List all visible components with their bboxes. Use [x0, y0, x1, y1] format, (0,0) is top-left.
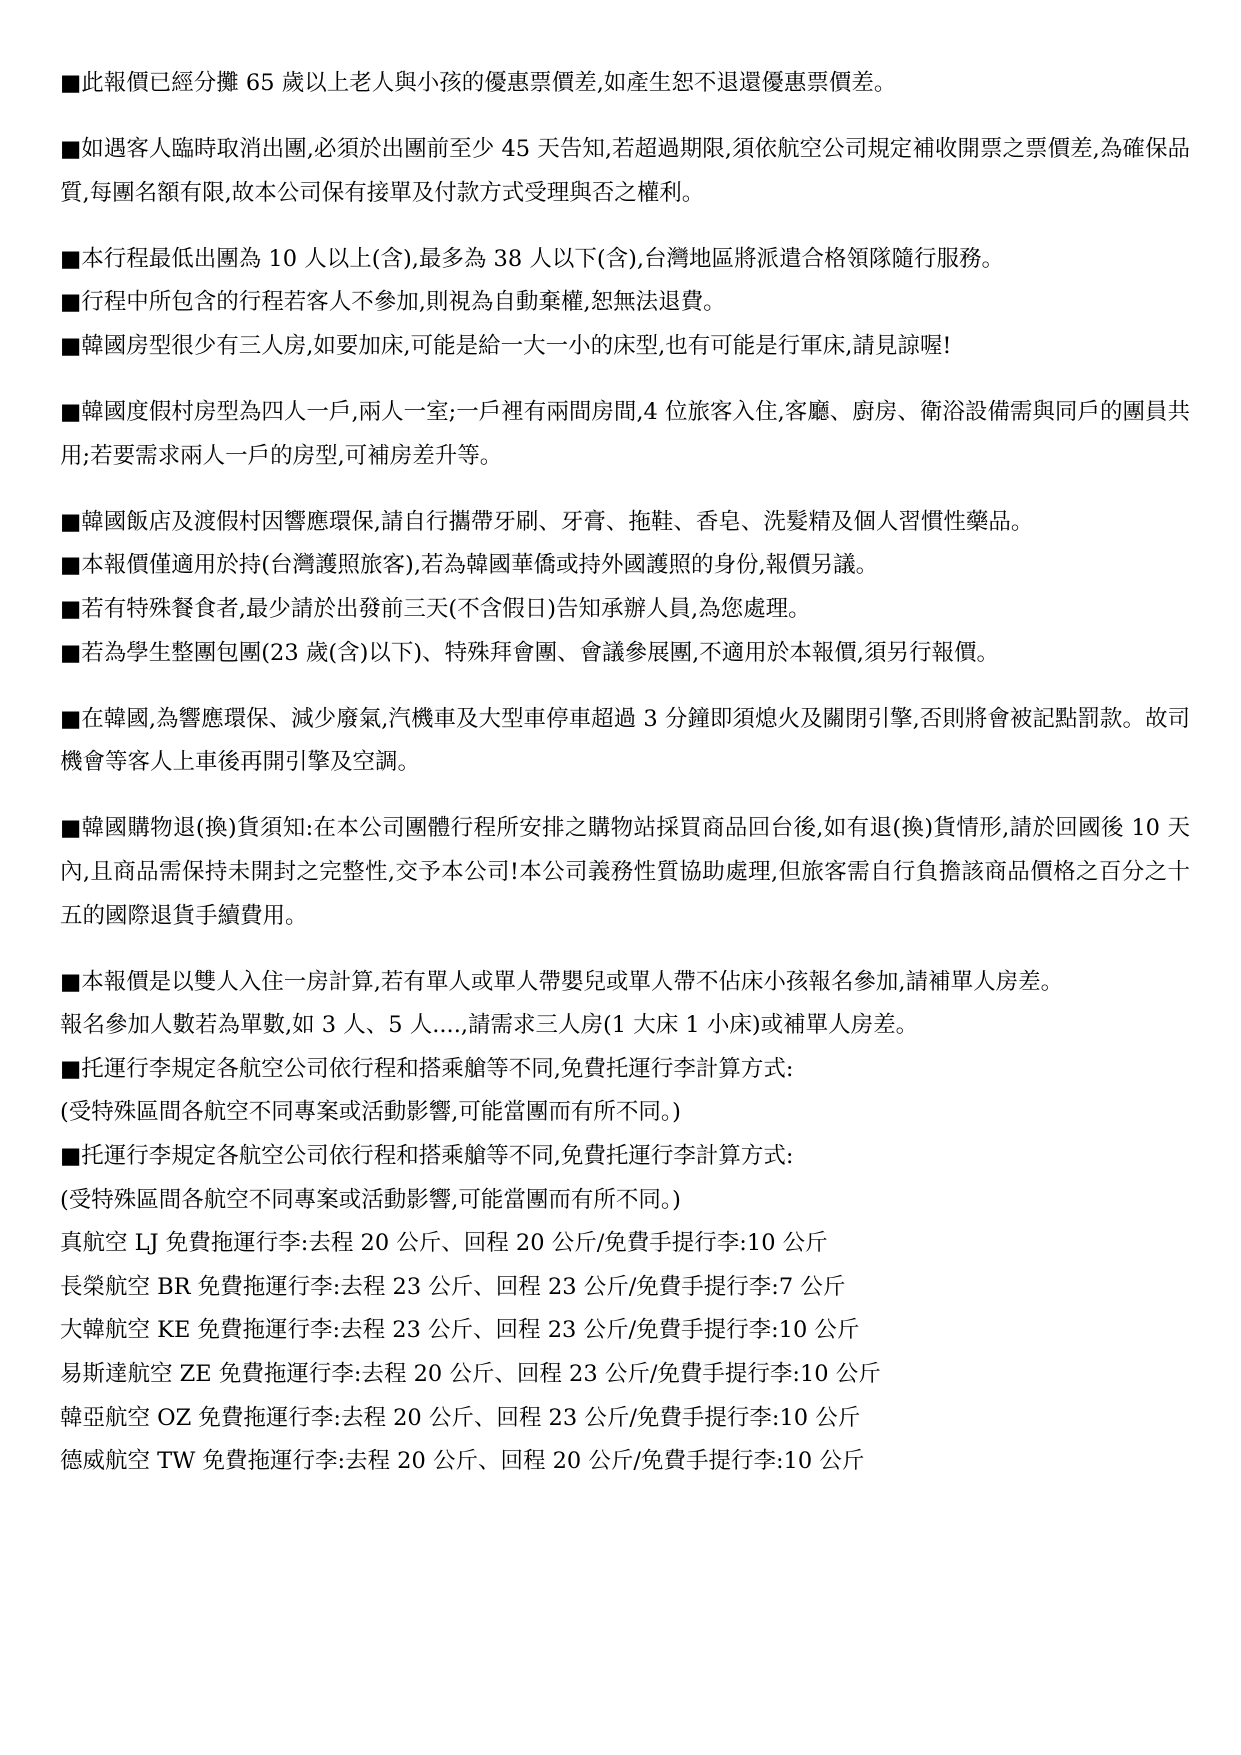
airline-row-tw: 德威航空 TW 免費拖運行李:去程 20 公斤、回程 20 公斤/免費手提行李:10 公斤 — [60, 1448, 865, 1475]
airline-row-br: 長榮航空 BR 免費拖運行李:去程 23 公斤、回程 23 公斤/免費手提行李:7 公斤 — [60, 1273, 846, 1300]
note-special-meals: ■若有特殊餐食者,最少請於出發前三天(不含假日)告知承辦人員,為您處理。 — [60, 595, 811, 622]
note-toiletries: ■韓國飯店及渡假村因響應環保,請自行攜帶牙刷、牙膏、拖鞋、香皂、洗髮精及個人習慣性藥品。 — [60, 508, 1034, 535]
note-cancellation: ■如遇客人臨時取消出團,必須於出團前至少 45 天告知,若超過期限,須依航空公司規定補收開票之票價差,為確保品質,每團名額有限,故本公司保有接單及付款方式受理與否之權利。 — [60, 136, 1190, 206]
note-no-refund: ■行程中所包含的行程若客人不參加,則視為自動棄權,恕無法退費。 — [60, 289, 726, 316]
baggage-note: (受特殊區間各航空不同專案或活動影響,可能當團而有所不同。) — [60, 1099, 681, 1126]
note-passport: ■本報價僅適用於持(台灣護照旅客),若為韓國華僑或持外國護照的身份,報價另議。 — [60, 552, 879, 579]
note-elderly-discount: ■此報價已經分攤 65 歲以上老人與小孩的優惠票價差,如產生恕不退還優惠票價差。 — [60, 70, 897, 96]
note-resort-room: ■韓國度假村房型為四人一戶,兩人一室;一戶裡有兩間房間,4 位旅客入住,客廳、廚房、衛浴設備需與同戶的團員共用;若要需求兩人一戶的房型,可補房差升等。 — [60, 399, 1190, 469]
document-page — [60, 62, 1190, 1484]
baggage-title: ■托運行李規定各航空公司依行程和搭乘艙等不同,免費托運行李計算方式: — [60, 1055, 794, 1082]
baggage-title: ■托運行李規定各航空公司依行程和搭乘艙等不同,免費托運行李計算方式: — [60, 1142, 794, 1169]
note-group-size: ■本行程最低出團為 10 人以上(含),最多為 38 人以下(含),台灣地區將派遣合格領隊隨行服務。 — [60, 245, 1005, 272]
note-engine-idling: ■在韓國,為響應環保、減少廢氣,汽機車及大型車停車超過 3 分鐘即須熄火及關閉引擎,否則將會被記點罰款。故司機會等客人上車後再開引擎及空調。 — [60, 705, 1190, 776]
note-single-supplement: ■本報價是以雙人入住一房計算,若有單人或單人帶嬰兒或單人帶不佔床小孩報名參加,請補單人房差。 — [60, 968, 1064, 995]
note-odd-number: 報名參加人數若為單數,如 3 人、5 人....,請需求三人房(1 大床 1 小床)或補單人房差。 — [60, 1012, 919, 1039]
airline-row-ze: 易斯達航空 ZE 免費拖運行李:去程 20 公斤、回程 23 公斤/免費手提行李:10 公斤 — [60, 1360, 881, 1387]
note-shopping-returns: ■韓國購物退(換)貨須知:在本公司團體行程所安排之購物站採買商品回台後,如有退(換)貨情形,請於回國後 10 天內,且商品需保持未開封之完整性,交予本公司!本公司義務性質協助處理,但旅客需自行負擔該商品價格之百分之十五的國際退貨手續費用。 — [60, 815, 1190, 929]
baggage-note: (受特殊區間各航空不同專案或活動影響,可能當團而有所不同。) — [60, 1186, 681, 1213]
note-student-groups: ■若為學生整團包團(23 歲(含)以下)、特殊拜會團、會議參展團,不適用於本報價,須另行報價。 — [60, 639, 999, 666]
note-triple-room: ■韓國房型很少有三人房,如要加床,可能是給一大一小的床型,也有可能是行軍床,請見諒喔! — [60, 332, 952, 359]
airline-row-oz: 韓亞航空 OZ 免費拖運行李:去程 20 公斤、回程 23 公斤/免費手提行李:10 公斤 — [60, 1404, 861, 1431]
airline-row-ke: 大韓航空 KE 免費拖運行李:去程 23 公斤、回程 23 公斤/免費手提行李:10 公斤 — [60, 1317, 860, 1344]
airline-row-lj: 真航空 LJ 免費拖運行李:去程 20 公斤、回程 20 公斤/免費手提行李:10 公斤 — [60, 1230, 828, 1257]
